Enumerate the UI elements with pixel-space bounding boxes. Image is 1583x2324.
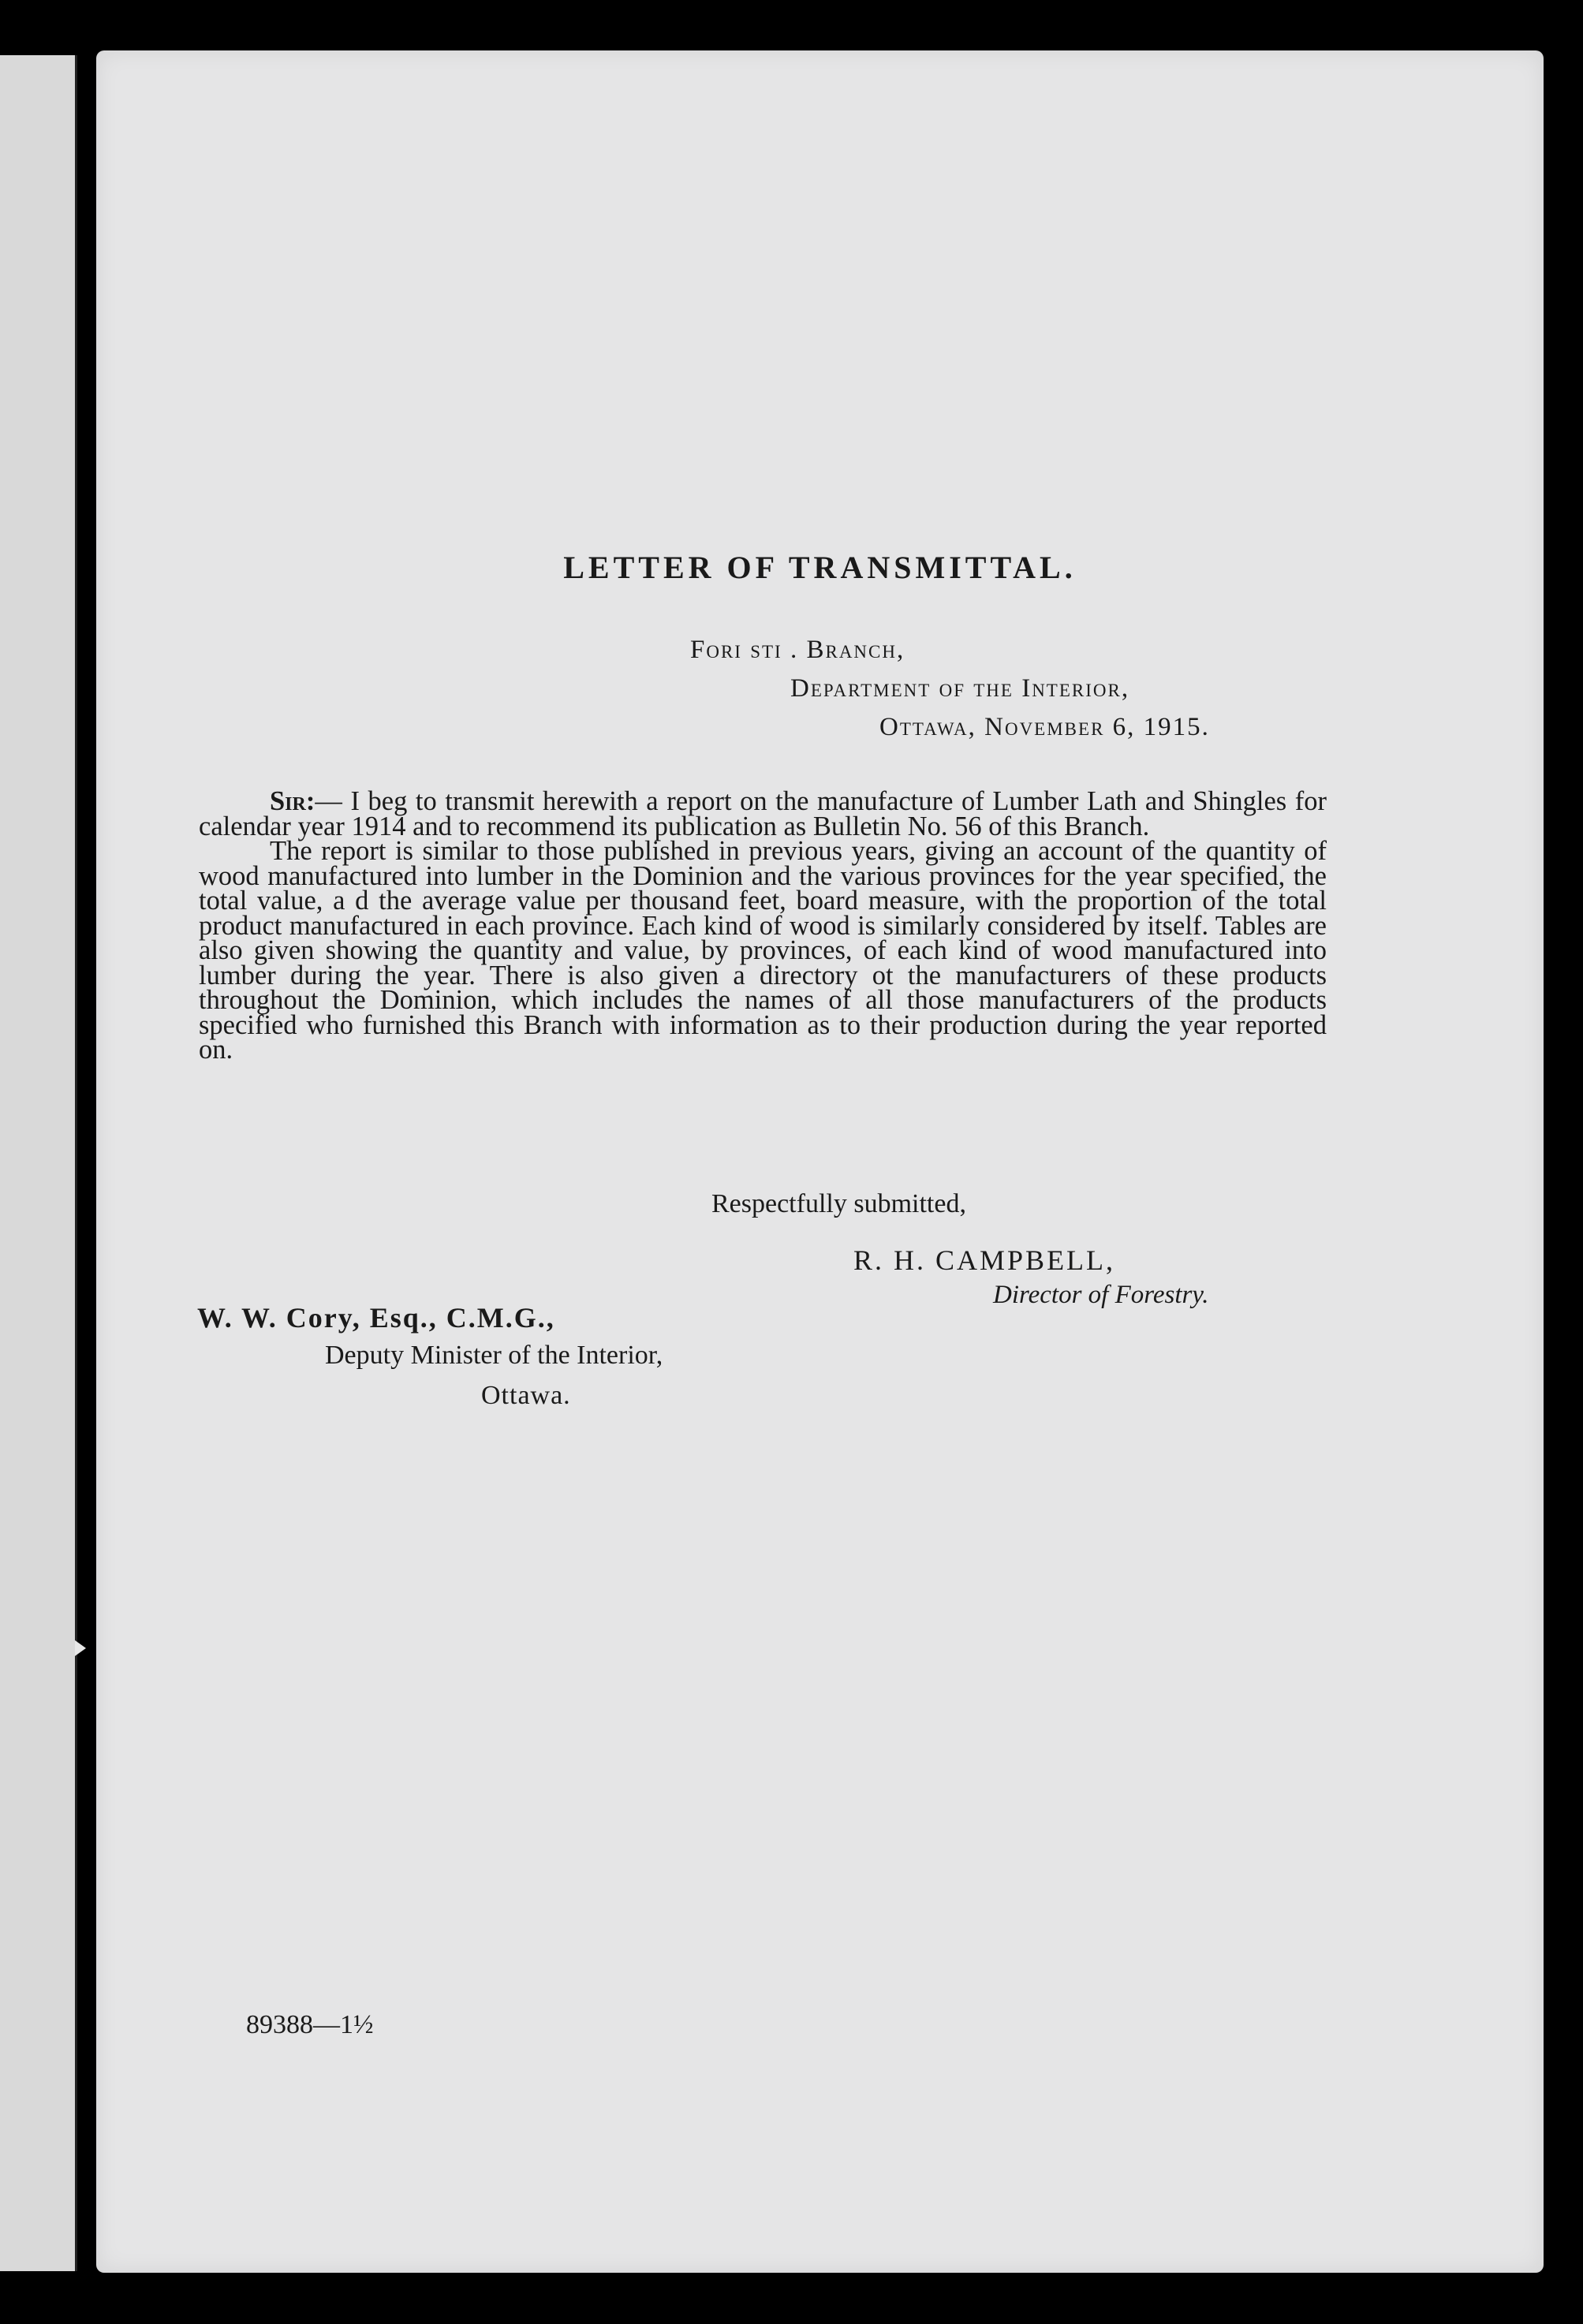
signatory-name: R. H. CAMPBELL, (853, 1244, 1116, 1276)
addressee-name: W. W. Cory, Esq., C.M.G., (197, 1302, 555, 1334)
addressee-city: Ottawa. (481, 1381, 571, 1410)
body-paragraph-1 (199, 786, 1327, 841)
addressee-position: Deputy Minister of the Interior, (325, 1341, 663, 1370)
body-paragraph-2: The report is similar to those published in previous years, giving an account of the quantity of wood manufactured into lumber in the Dominion and the various provinces for the year specified, the total value, a d the average value per thousand feet, board measure, with the proportion of the total product manufactured in each province. Each kind of wood is similarly considered by itself. Tables are also given showing the quantity and value, by provinces, of each kind of wood manufactured into lumber during the year. There is also given a directory ot the manufacturers of these products throughout the Dominion, which includes the names of all those manufacturers of the products specified who furnished this Branch with information as to their production during the year reported on. (199, 836, 1327, 1065)
letter-body (199, 786, 1327, 1065)
page-margin-mark (75, 1640, 86, 1656)
letter-date: Ottawa, November 6, 1915. (879, 713, 1210, 741)
letter-heading: LETTER OF TRANSMITTAL. (563, 550, 1077, 585)
sender-branch: Fori sti . Branch, (690, 636, 905, 664)
salutation: Sir: (270, 786, 315, 816)
document-page (96, 50, 1544, 2273)
sender-department: Department of the Interior, (790, 674, 1130, 703)
adjacent-page-edge (0, 55, 77, 2271)
signatory-title: Director of Forestry. (993, 1281, 1209, 1309)
printer-code: 89388—1½ (246, 2010, 374, 2039)
closing-line: Respectfully submitted, (711, 1189, 966, 1218)
paragraph-1-text: — I beg to transmit herewith a report on the manufacture of Lumber Lath and Shingles for calendar year 1914 and to recommend its publication as Bulletin No. 56 of this Branch. (199, 786, 1327, 841)
